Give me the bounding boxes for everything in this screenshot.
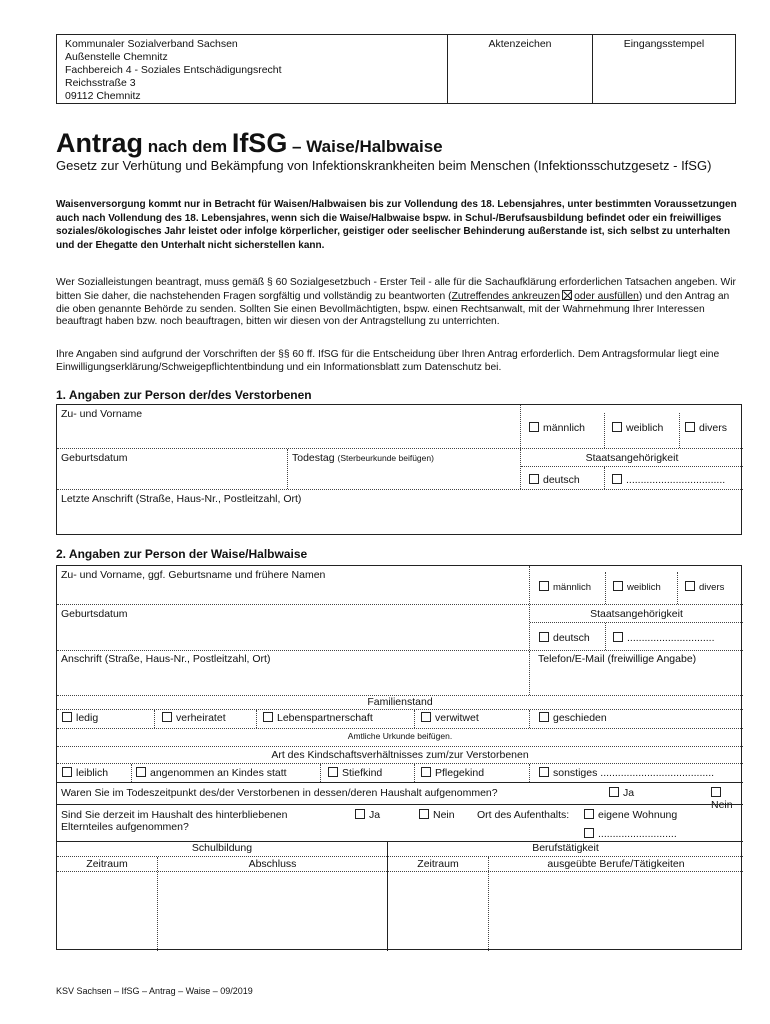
checkbox-icon: [612, 474, 622, 484]
subtitle: Gesetz zur Verhütung und Bekämpfung von Infektionskrankheiten beim Menschen (Infektionsschutzgesetz - IfSG): [56, 158, 712, 173]
orphan-birth-field[interactable]: [57, 605, 529, 650]
deceased-name-field[interactable]: [57, 405, 520, 448]
residence-own-flat-checkbox[interactable]: eigene Wohnung: [584, 809, 677, 821]
relation-adopted-checkbox[interactable]: angenommen an Kindes statt: [136, 767, 287, 779]
checkbox-icon: [421, 712, 431, 722]
relation-foster-checkbox[interactable]: Pflegekind: [421, 767, 484, 779]
address-line: Außenstelle Chemnitz: [65, 51, 168, 63]
address-line: Reichsstraße 3: [65, 77, 136, 89]
job-activities-input[interactable]: [489, 872, 743, 950]
checkbox-icon: [355, 809, 365, 819]
checkbox-icon: [685, 581, 695, 591]
checkbox-icon: [613, 581, 623, 591]
section1-heading: 1. Angaben zur Person der/des Verstorbenen: [56, 388, 312, 402]
job-heading: Berufstätigkeit: [532, 842, 599, 854]
checkbox-icon: [539, 767, 549, 777]
address-label: Anschrift (Straße, Haus-Nr., Postleitzahl, Ort): [61, 653, 271, 665]
nationality-other-checkbox[interactable]: ..................................: [612, 474, 725, 486]
relation-stepchild-checkbox[interactable]: Stiefkind: [328, 767, 382, 779]
checkbox-icon: [62, 767, 72, 777]
checkbox-icon: [162, 712, 172, 722]
gender-female-checkbox[interactable]: weiblich: [613, 581, 661, 593]
file-number-field[interactable]: [447, 34, 593, 104]
address-line: 09112 Chemnitz: [65, 90, 141, 102]
section2-form: [56, 565, 742, 950]
orphan-name-field[interactable]: [57, 566, 529, 604]
school-degree-input[interactable]: [158, 872, 387, 950]
nationality-heading: Staatsangehörigkeit: [585, 452, 679, 464]
marital-single-checkbox[interactable]: ledig: [62, 712, 98, 724]
checkbox-icon: [613, 632, 623, 642]
checkbox-icon: [584, 809, 594, 819]
phone-email-field[interactable]: [530, 651, 743, 695]
documents-note: Amtliche Urkunde beifügen.: [347, 731, 453, 741]
checkbox-icon: [328, 767, 338, 777]
section2-heading: 2. Angaben zur Person der Waise/Halbwaise: [56, 547, 308, 561]
section1-form: [56, 404, 742, 535]
relationship-heading: Art des Kindschaftsverhältnisses zum/zur Verstorbenen: [271, 749, 529, 761]
nationality-german-checkbox[interactable]: deutsch: [529, 474, 580, 486]
residence-label: Ort des Aufenthalts:: [477, 809, 570, 821]
deceased-birth-field[interactable]: [57, 449, 287, 489]
checkbox-icon: [609, 787, 619, 797]
relation-other-checkbox[interactable]: sonstiges .......................................: [539, 767, 714, 779]
survivor-yes-checkbox[interactable]: Ja: [355, 809, 380, 821]
address-box: [56, 34, 448, 104]
survivor-no-checkbox[interactable]: Nein: [419, 809, 455, 821]
intro-bold: Waisenversorgung kommt nur in Betracht für Waisen/Halbwaisen bis zur Vollendung des 18. Lebensjahres, unter bestimmten Voraussetzungen auch nach Vollendung des 18. Lebensjahres, wenn sich die Waise/Halbwaise bspw. in Schul-/Berufsausbildung befindet oder ein freiwilliges soziales/ökologisches Jahr leistet oder infolge körperlicher, geistiger oder seelischer Behinderung außerstande ist, sich selbst zu unterhalten und der Ehegatte den Unterhalt nicht sicherstellen kann.: [56, 199, 737, 251]
job-activities-header: ausgeübte Berufe/Tätigkeiten: [547, 858, 685, 870]
gender-female-checkbox[interactable]: weiblich: [612, 422, 663, 434]
checkbox-icon: [612, 422, 622, 432]
checkbox-icon: [529, 474, 539, 484]
school-period-header: Zeitraum: [86, 858, 128, 870]
address-label: Letzte Anschrift (Straße, Haus-Nr., Postleitzahl, Ort): [61, 493, 302, 505]
death-date-field[interactable]: [288, 449, 520, 489]
checkbox-icon: [711, 787, 721, 797]
marital-divorced-checkbox[interactable]: geschieden: [539, 712, 607, 724]
job-period-header: Zeitraum: [417, 858, 459, 870]
checkbox-icon: [62, 712, 72, 722]
checkbox-icon: [419, 809, 429, 819]
checkbox-icon: [421, 767, 431, 777]
job-period-input[interactable]: [388, 872, 488, 950]
gender-diverse-checkbox[interactable]: divers: [685, 422, 727, 434]
page-title: Antrag nach dem IfSG – Waise/Halbwaise: [56, 128, 443, 158]
gender-diverse-checkbox[interactable]: divers: [685, 581, 724, 593]
address-line: Fachbereich 4 - Soziales Entschädigungsrecht: [65, 64, 282, 76]
intro-paragraph-2: Ihre Angaben sind aufgrund der Vorschriften der §§ 60 ff. IfSG für die Entscheidung über Ihren Antrag erforderlich. Dem Antragsformular liegt eine Einwilligungserklärung/Schweigepflichtentbindung und ein Informationsblatt zum Datenschutz bei.: [56, 349, 720, 373]
checkbox-icon: [539, 581, 549, 591]
orphan-address-field[interactable]: [57, 651, 529, 695]
household-no-checkbox[interactable]: Nein: [711, 787, 741, 811]
checkbox-icon: [539, 712, 549, 722]
name-label: Zu- und Vorname, ggf. Geburtsname und frühere Namen: [61, 569, 326, 581]
checkbox-icon: [539, 632, 549, 642]
intro-paragraph-1: Wer Sozialleistungen beantragt, muss gemäß § 60 Sozialgesetzbuch - Erster Teil - alle für die Sachaufklärung erforderlichen Tatsachen angeben. Wir bitten Sie daher, die nachstehenden Fragen sorgfältig und vollständig zu beantworten (Zutreffendes ankreuzen oder ausfüllen) und den Antrag an die oben genannte Behörde zu senden. Sollten Sie einen Bevollmächtigten, bspw. einen Rechtsanwalt, mit der Wahrnehmung Ihrer Interessen beauftragt haben bzw. noch beauftragen, bitten wir diesen von der Antragstellung zu unterrichten.: [56, 277, 736, 328]
checkbox-icon: [584, 828, 594, 838]
death-label: Todestag (Sterbeurkunde beifügen): [292, 452, 434, 464]
name-label: Zu- und Vorname: [61, 408, 143, 420]
school-degree-header: Abschluss: [248, 858, 297, 870]
nationality-heading: Staatsangehörigkeit: [590, 608, 683, 620]
checkbox-icon: [685, 422, 695, 432]
marital-partnership-checkbox[interactable]: Lebenspartnerschaft: [263, 712, 373, 724]
survivor-question: Sind Sie derzeit im Haushalt des hinterbliebenen Elternteiles aufgenommen?: [61, 809, 288, 833]
residence-other-checkbox[interactable]: ...........................: [584, 828, 677, 840]
deceased-address-field[interactable]: [57, 490, 743, 534]
household-question: Waren Sie im Todeszeitpunkt des/der Verstorbenen in dessen/deren Haushalt aufgenommen?: [61, 787, 498, 799]
nationality-german-checkbox[interactable]: deutsch: [539, 632, 590, 644]
receipt-stamp-field: [592, 34, 736, 104]
birth-label: Geburtsdatum: [61, 608, 128, 620]
birth-label: Geburtsdatum: [61, 452, 128, 464]
relation-biological-checkbox[interactable]: leiblich: [62, 767, 108, 779]
marital-married-checkbox[interactable]: verheiratet: [162, 712, 226, 724]
gender-male-checkbox[interactable]: männlich: [539, 581, 591, 593]
school-period-input[interactable]: [57, 872, 157, 950]
marital-widowed-checkbox[interactable]: verwitwet: [421, 712, 479, 724]
address-line: Kommunaler Sozialverband Sachsen: [65, 38, 238, 50]
footer: KSV Sachsen – IfSG – Antrag – Waise – 09/2019: [56, 986, 253, 996]
nationality-other-checkbox[interactable]: ..............................: [613, 632, 715, 644]
phone-label: Telefon/E-Mail (freiwillige Angabe): [538, 653, 697, 665]
checkbox-icon: [136, 767, 146, 777]
gender-male-checkbox[interactable]: männlich: [529, 422, 585, 434]
household-yes-checkbox[interactable]: Ja: [609, 787, 634, 799]
school-heading: Schulbildung: [191, 842, 253, 854]
checkbox-icon: [263, 712, 273, 722]
file-number-label: Aktenzeichen: [488, 38, 552, 50]
receipt-stamp-label: Eingangsstempel: [623, 38, 705, 50]
checked-example-icon: [562, 290, 572, 300]
checkbox-icon: [529, 422, 539, 432]
marital-status-heading: Familienstand: [367, 696, 433, 708]
